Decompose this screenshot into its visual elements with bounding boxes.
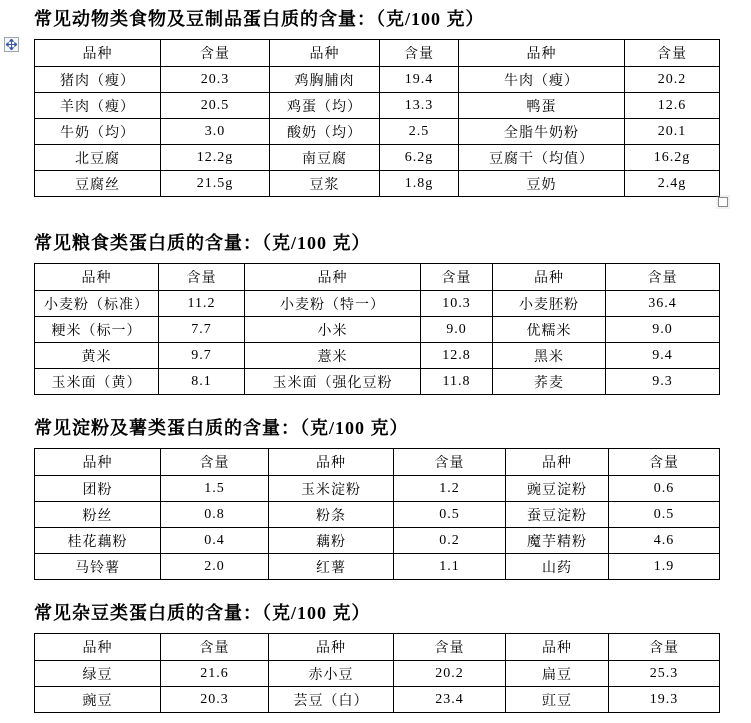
header-cell-species: 品种 xyxy=(506,449,609,476)
cell-amount: 1.2 xyxy=(394,476,506,502)
cell-amount: 9.4 xyxy=(606,343,720,369)
section-grains xyxy=(0,231,751,395)
cell-species: 玉米面（强化豆粉 xyxy=(245,369,421,395)
cell-species: 羊肉（瘦） xyxy=(35,93,161,119)
table-row xyxy=(35,171,720,197)
cell-amount: 19.4 xyxy=(380,67,459,93)
header-cell-amount: 含量 xyxy=(609,634,720,661)
header-cell-species: 品种 xyxy=(245,264,421,291)
cell-amount: 0.8 xyxy=(161,502,269,528)
cell-amount: 12.2g xyxy=(161,145,270,171)
cell-species: 鸭蛋 xyxy=(459,93,625,119)
header-row xyxy=(35,634,720,661)
section-title: 常见杂豆类蛋白质的含量：（克/100 克） xyxy=(34,603,371,623)
header-row xyxy=(35,40,720,67)
cell-amount: 20.2 xyxy=(394,661,506,687)
cell-amount: 20.1 xyxy=(625,119,720,145)
move-cross-icon xyxy=(6,39,17,50)
header-cell-species: 品种 xyxy=(270,40,380,67)
table-row xyxy=(35,67,720,93)
cell-amount: 16.2g xyxy=(625,145,720,171)
cell-amount: 36.4 xyxy=(606,291,720,317)
cell-amount: 2.4g xyxy=(625,171,720,197)
cell-species: 粉条 xyxy=(269,502,394,528)
table-row xyxy=(35,687,720,713)
cell-amount: 9.3 xyxy=(606,369,720,395)
cell-amount: 20.5 xyxy=(161,93,270,119)
cell-species: 小麦粉（特一） xyxy=(245,291,421,317)
cell-species: 蚕豆淀粉 xyxy=(506,502,609,528)
cell-amount: 10.3 xyxy=(421,291,493,317)
protein-table-starch-tubers xyxy=(34,448,720,580)
cell-amount: 13.3 xyxy=(380,93,459,119)
cell-amount: 8.1 xyxy=(159,369,245,395)
cell-species: 牛肉（瘦） xyxy=(459,67,625,93)
document-page xyxy=(0,7,751,723)
cell-species: 小麦胚粉 xyxy=(493,291,606,317)
table-row xyxy=(35,145,720,171)
cell-species: 牛奶（均） xyxy=(35,119,161,145)
cell-amount: 0.2 xyxy=(394,528,506,554)
cell-species: 鸡蛋（均） xyxy=(270,93,380,119)
header-cell-amount: 含量 xyxy=(161,40,270,67)
table-row xyxy=(35,528,720,554)
header-cell-amount: 含量 xyxy=(606,264,720,291)
cell-amount: 9.7 xyxy=(159,343,245,369)
cell-amount: 20.3 xyxy=(161,67,270,93)
cell-species: 北豆腐 xyxy=(35,145,161,171)
header-cell-amount: 含量 xyxy=(380,40,459,67)
table-row xyxy=(35,317,720,343)
header-cell-species: 品种 xyxy=(35,264,159,291)
table-row xyxy=(35,554,720,580)
cell-amount: 1.5 xyxy=(161,476,269,502)
table-row xyxy=(35,502,720,528)
cell-species: 酸奶（均） xyxy=(270,119,380,145)
cell-species: 扁豆 xyxy=(506,661,609,687)
header-cell-amount: 含量 xyxy=(394,634,506,661)
header-row xyxy=(35,449,720,476)
table-row xyxy=(35,369,720,395)
header-cell-species: 品种 xyxy=(269,634,394,661)
table-row xyxy=(35,343,720,369)
cell-species: 全脂牛奶粉 xyxy=(459,119,625,145)
cell-species: 山药 xyxy=(506,554,609,580)
cell-species: 团粉 xyxy=(35,476,161,502)
header-cell-amount: 含量 xyxy=(161,634,269,661)
cell-amount: 9.0 xyxy=(606,317,720,343)
cell-amount: 19.3 xyxy=(609,687,720,713)
cell-amount: 0.4 xyxy=(161,528,269,554)
header-cell-amount: 含量 xyxy=(394,449,506,476)
cell-species: 小麦粉（标准） xyxy=(35,291,159,317)
protein-table-grains xyxy=(34,263,720,395)
table-move-handle-icon[interactable] xyxy=(4,37,19,52)
cell-amount: 20.2 xyxy=(625,67,720,93)
cell-amount: 21.5g xyxy=(161,171,270,197)
cell-species: 藕粉 xyxy=(269,528,394,554)
header-cell-species: 品种 xyxy=(35,634,161,661)
cell-amount: 3.0 xyxy=(161,119,270,145)
cell-amount: 1.1 xyxy=(394,554,506,580)
cell-amount: 20.3 xyxy=(161,687,269,713)
table-row xyxy=(35,661,720,687)
cell-amount: 9.0 xyxy=(421,317,493,343)
cell-species: 粳米（标一） xyxy=(35,317,159,343)
cell-species: 黄米 xyxy=(35,343,159,369)
cell-species: 小米 xyxy=(245,317,421,343)
cell-amount: 4.6 xyxy=(609,528,720,554)
protein-table-animal-soy xyxy=(34,39,720,197)
cell-species: 豆腐丝 xyxy=(35,171,161,197)
table-row xyxy=(35,291,720,317)
cell-amount: 12.6 xyxy=(625,93,720,119)
cell-species: 玉米淀粉 xyxy=(269,476,394,502)
table-row xyxy=(35,476,720,502)
section-title: 常见淀粉及薯类蛋白质的含量：（克/100 克） xyxy=(34,418,409,438)
section-title: 常见粮食类蛋白质的含量：（克/100 克） xyxy=(34,233,371,253)
cell-species: 豌豆 xyxy=(35,687,161,713)
cell-amount: 2.0 xyxy=(161,554,269,580)
cell-species: 黑米 xyxy=(493,343,606,369)
header-cell-amount: 含量 xyxy=(609,449,720,476)
cell-species: 猪肉（瘦） xyxy=(35,67,161,93)
cell-amount: 2.5 xyxy=(380,119,459,145)
header-cell-species: 品种 xyxy=(493,264,606,291)
section-title: 常见动物类食物及豆制品蛋白质的含量：（克/100 克） xyxy=(34,9,485,29)
header-cell-species: 品种 xyxy=(35,40,161,67)
cell-species: 豆腐干（均值） xyxy=(459,145,625,171)
cell-amount: 11.8 xyxy=(421,369,493,395)
cell-species: 粉丝 xyxy=(35,502,161,528)
cell-species: 优糯米 xyxy=(493,317,606,343)
header-cell-species: 品种 xyxy=(35,449,161,476)
cell-species: 南豆腐 xyxy=(270,145,380,171)
header-cell-amount: 含量 xyxy=(421,264,493,291)
cell-amount: 23.4 xyxy=(394,687,506,713)
header-cell-species: 品种 xyxy=(269,449,394,476)
cell-species: 桂花藕粉 xyxy=(35,528,161,554)
header-cell-amount: 含量 xyxy=(159,264,245,291)
cell-amount: 1.8g xyxy=(380,171,459,197)
cell-species: 魔芋精粉 xyxy=(506,528,609,554)
cell-amount: 11.2 xyxy=(159,291,245,317)
cell-species: 红薯 xyxy=(269,554,394,580)
cell-amount: 6.2g xyxy=(380,145,459,171)
cell-amount: 0.6 xyxy=(609,476,720,502)
cell-species: 鸡胸脯肉 xyxy=(270,67,380,93)
cell-species: 荞麦 xyxy=(493,369,606,395)
cell-amount: 7.7 xyxy=(159,317,245,343)
cell-amount: 25.3 xyxy=(609,661,720,687)
cell-species: 芸豆（白） xyxy=(269,687,394,713)
section-starch-tubers xyxy=(0,416,751,580)
cell-species: 马铃薯 xyxy=(35,554,161,580)
cell-species: 豆奶 xyxy=(459,171,625,197)
section-legumes xyxy=(0,601,751,713)
header-cell-amount: 含量 xyxy=(161,449,269,476)
table-resize-handle[interactable] xyxy=(718,197,728,207)
cell-amount: 1.9 xyxy=(609,554,720,580)
cell-species: 赤小豆 xyxy=(269,661,394,687)
cell-amount: 12.8 xyxy=(421,343,493,369)
section-animal-soy xyxy=(0,7,751,197)
header-cell-species: 品种 xyxy=(459,40,625,67)
cell-species: 豇豆 xyxy=(506,687,609,713)
table-row xyxy=(35,93,720,119)
cell-species: 玉米面（黄） xyxy=(35,369,159,395)
cell-species: 绿豆 xyxy=(35,661,161,687)
protein-table-legumes xyxy=(34,633,720,713)
cell-amount: 0.5 xyxy=(394,502,506,528)
header-row xyxy=(35,264,720,291)
cell-amount: 21.6 xyxy=(161,661,269,687)
cell-species: 豌豆淀粉 xyxy=(506,476,609,502)
table-row xyxy=(35,119,720,145)
header-cell-amount: 含量 xyxy=(625,40,720,67)
cell-species: 薏米 xyxy=(245,343,421,369)
header-cell-species: 品种 xyxy=(506,634,609,661)
cell-species: 豆浆 xyxy=(270,171,380,197)
cell-amount: 0.5 xyxy=(609,502,720,528)
